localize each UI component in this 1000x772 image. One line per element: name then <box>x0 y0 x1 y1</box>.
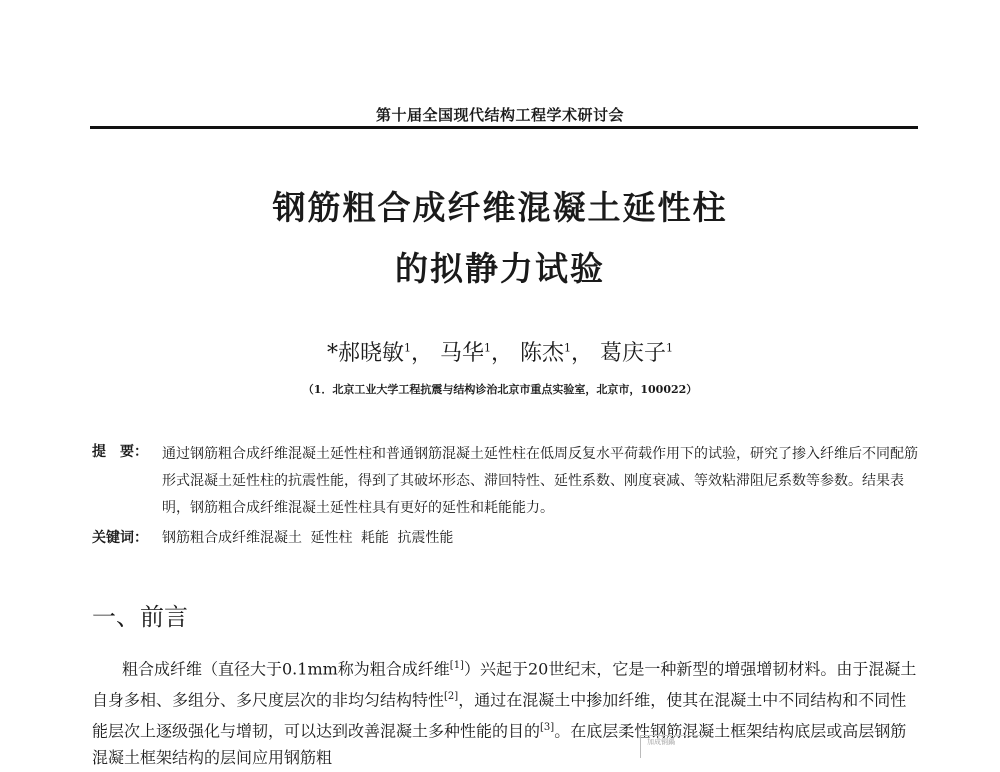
citation-ref[interactable]: [1] <box>449 660 464 671</box>
keywords-text: 钢筋粗合成纤维混凝土 延性柱 耗能 抗震性能 <box>162 530 454 546</box>
section-heading: 一、前言 <box>92 603 188 631</box>
scan-artifact-text: 加成铜鍋 <box>647 738 675 746</box>
header-rule <box>90 126 918 129</box>
abstract-label: 提 要： <box>92 444 148 460</box>
paper-title-line1: 钢筋粗合成纤维混凝土延性柱 <box>272 188 728 227</box>
affiliation: （1．北京工业大学工程抗震与结构诊治北京市重点实验室，北京市，100022） <box>302 383 698 396</box>
author-list: *郝晓敏$^1$， 马华$^1$， 陈杰$^1$， 葛庆子$^1$ <box>326 341 674 366</box>
abstract-text: 通过钢筋粗合成纤维混凝土延性柱和普通钢筋混凝土延性柱在低周反复水平荷载作用下的试验，研究了掺入纤维后不同配筋形式混凝土延性柱的抗震性能，得到了其破坏形态、滞回特性、延性系数、刚度衰减、等效粘滞阻尼系数等参数。结果表明，钢筋粗合成纤维混凝土延性柱具有更好的延性和耗能能力。 <box>162 446 918 516</box>
body-text-c: ，通过在混凝土中掺加纤维，使其在混凝土中不同结构和不同性能层次上逐级强化与增韧，可以达到改善混凝土多种性能的目的 <box>92 690 907 740</box>
body-text-d: 。在底层柔性钢筋混凝土框架结构底层或高层钢筋混凝土框架结构的层间应用钢筋粗 <box>92 720 907 768</box>
author-name: 马华 <box>439 341 484 366</box>
author-affil-sup: 1 <box>403 341 411 355</box>
body-paragraph <box>92 652 918 772</box>
author-affil-sup: 1 <box>666 341 674 355</box>
paper-title-line2: 的拟静力试验 <box>395 249 605 288</box>
scan-artifact <box>640 735 701 758</box>
author-affil-sup: 1 <box>484 341 491 355</box>
author-name: 葛庆子 <box>600 341 667 366</box>
body-text-b: ）兴起于20世纪末，它是一种新型的增强增韧材料。由于混凝土自身多相、多组分、多尺度层次的非均匀结构特性 <box>92 659 917 710</box>
author-affil-sup: 1 <box>564 341 572 355</box>
author-name: *郝晓敏 <box>326 341 404 366</box>
citation-ref[interactable]: [2] <box>444 690 459 702</box>
citation-ref[interactable]: [3] <box>540 721 555 733</box>
conference-header: 第十届全国现代结构工程学术研讨会 <box>375 106 624 124</box>
keywords-label: 关键词： <box>92 530 148 546</box>
body-text-a: 粗合成纤维（直径大于0.1mm称为粗合成纤维 <box>122 659 450 679</box>
author-name: 陈杰 <box>520 341 565 366</box>
